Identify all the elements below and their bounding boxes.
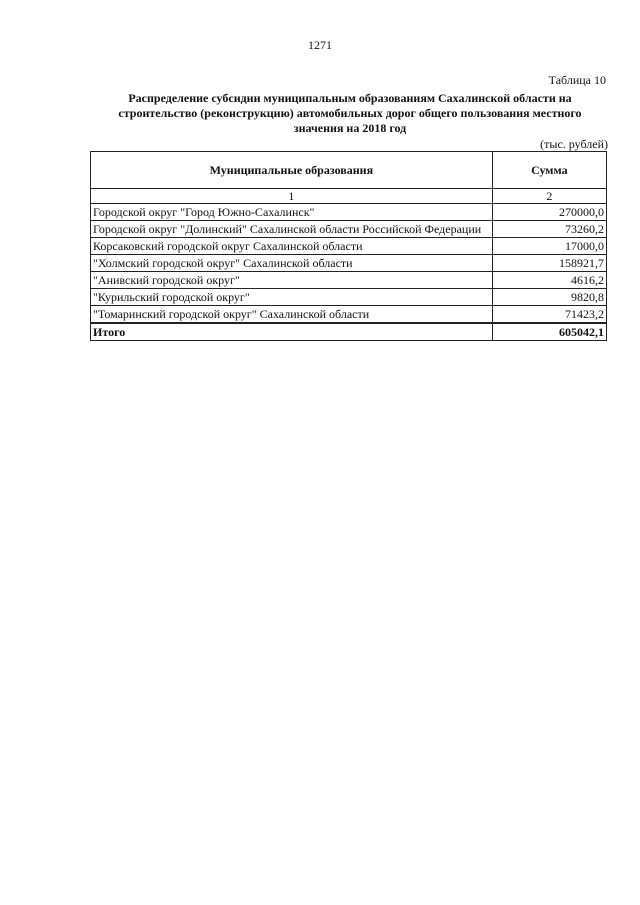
row-municipality: "Курильский городской округ" [91, 289, 493, 306]
total-label: Итого [91, 323, 493, 341]
row-municipality: "Холмский городской округ" Сахалинской области [91, 255, 493, 272]
table-row [91, 272, 607, 289]
total-amount: 605042,1 [492, 323, 606, 341]
header-municipality: Муниципальные образования [91, 152, 493, 189]
row-amount: 17000,0 [492, 238, 606, 255]
header-amount: Сумма [492, 152, 606, 189]
row-amount: 158921,7 [492, 255, 606, 272]
subsidy-table [90, 151, 607, 341]
table-row [91, 221, 607, 238]
row-amount: 71423,2 [492, 306, 606, 324]
row-amount: 4616,2 [492, 272, 606, 289]
units-label: (тыс. рублей) [540, 137, 608, 151]
row-amount: 9820,8 [492, 289, 606, 306]
table-row [91, 255, 607, 272]
table-row [91, 238, 607, 255]
column-number-2: 2 [492, 189, 606, 204]
table-row [91, 289, 607, 306]
document-title: Распределение субсидии муниципальным образованиям Сахалинской области на строительство (реконструкцию) автомобильных дорог общего пользования местного значения на 2018 год [118, 91, 582, 135]
row-amount: 270000,0 [492, 204, 606, 221]
row-municipality: Городской округ "Долинский" Сахалинской области Российской Федерации [91, 221, 493, 238]
row-municipality: Городской округ "Город Южно-Сахалинск" [91, 204, 493, 221]
table-row [91, 204, 607, 221]
table-row [91, 306, 607, 324]
row-amount: 73260,2 [492, 221, 606, 238]
total-row [91, 323, 607, 341]
row-municipality: "Анивский городской округ" [91, 272, 493, 289]
table-header-row [91, 152, 607, 189]
row-municipality: Корсаковский городской округ Сахалинской области [91, 238, 493, 255]
row-municipality: "Томаринский городской округ" Сахалинской области [91, 306, 493, 324]
table-reference: Таблица 10 [548, 73, 606, 87]
column-number-row [91, 189, 607, 204]
page-number: 1271 [308, 38, 332, 52]
column-number-1: 1 [91, 189, 493, 204]
